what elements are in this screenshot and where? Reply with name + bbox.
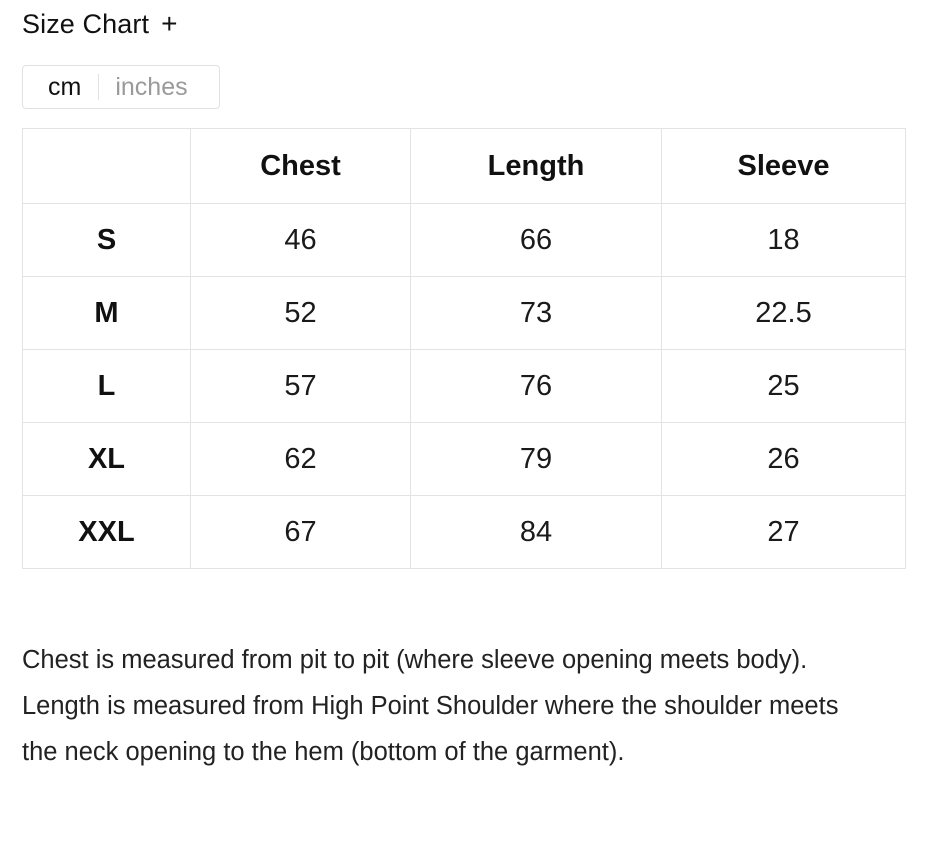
expand-plus-icon[interactable]: + (161, 8, 178, 39)
length-value: 79 (411, 423, 662, 496)
chest-value: 46 (191, 204, 411, 277)
sleeve-value: 26 (662, 423, 906, 496)
chest-value: 57 (191, 350, 411, 423)
unit-option-cm[interactable]: cm (48, 72, 82, 101)
size-label: S (23, 204, 191, 277)
table-row (23, 423, 906, 496)
sleeve-value: 22.5 (662, 277, 906, 350)
column-header-chest: Chest (191, 129, 411, 204)
column-header-length: Length (411, 129, 662, 204)
table-row (23, 350, 906, 423)
sleeve-value: 25 (662, 350, 906, 423)
column-header-size (23, 129, 191, 204)
chest-value: 52 (191, 277, 411, 350)
sleeve-value: 18 (662, 204, 906, 277)
size-label: M (23, 277, 191, 350)
unit-option-inches[interactable]: inches (115, 72, 188, 101)
table-row (23, 277, 906, 350)
size-label: XL (23, 423, 191, 496)
size-chart-title: Size Chart (22, 8, 150, 39)
unit-toggle (22, 65, 220, 109)
size-chart-header[interactable] (22, 6, 177, 42)
length-value: 76 (411, 350, 662, 423)
column-header-sleeve: Sleeve (662, 129, 906, 204)
size-label: XXL (23, 496, 191, 569)
length-value: 73 (411, 277, 662, 350)
table-row (23, 204, 906, 277)
chest-value: 67 (191, 496, 411, 569)
size-table (22, 128, 906, 569)
length-value: 66 (411, 204, 662, 277)
measurement-note: Chest is measured from pit to pit (where sleeve opening meets body). Length is measured from High Point Shoulder where the shoulder meets the neck opening to the hem (bottom of the garment). (22, 645, 839, 766)
sleeve-value: 27 (662, 496, 906, 569)
size-label: L (23, 350, 191, 423)
table-header-row (23, 129, 906, 204)
unit-divider (98, 74, 99, 100)
length-value: 84 (411, 496, 662, 569)
table-row (23, 496, 906, 569)
chest-value: 62 (191, 423, 411, 496)
